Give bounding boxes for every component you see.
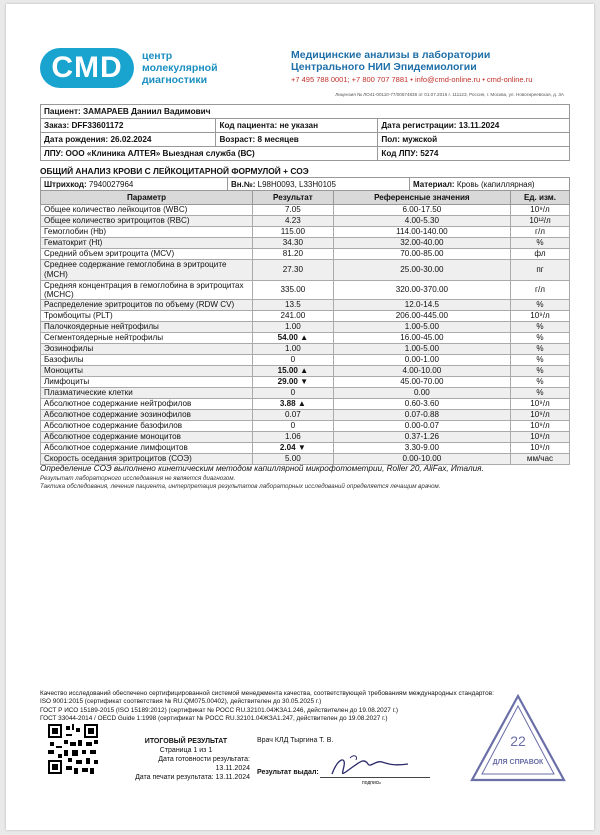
- material-cell: Материал: Кровь (капиллярная): [410, 178, 570, 191]
- param-cell: Моноциты: [41, 366, 253, 377]
- reference-cell: 32.00-40.00: [333, 238, 510, 249]
- lab-contacts: +7 495 788 0001; +7 800 707 7881 • info@cmd-online.ru • cmd-online.ru: [291, 75, 533, 84]
- table-row: [41, 227, 570, 238]
- lab-title-line: Центрального НИИ Эпидемиологии: [291, 61, 477, 73]
- reference-cell: 114.00-140.00: [333, 227, 510, 238]
- reference-cell: 0.00-1.00: [333, 355, 510, 366]
- doctor-name: Врач КЛД Тыргина Т. В.: [257, 737, 334, 744]
- param-cell: Абсолютное содержание моноцитов: [41, 432, 253, 443]
- table-row: [41, 216, 570, 227]
- col-header-parameter: Параметр: [41, 191, 253, 205]
- result-cell: 3.88 ▲: [253, 399, 334, 410]
- quality-line: ГОСТ 33044-2014 / OECD Guide 1:1998 (сертификат № РОСС RU.32101.04ЖЗА1.247, действителен до 19.08.2027 г.): [40, 714, 388, 722]
- method-note: Определение СОЭ выполнено кинетическим методом капиллярной микрофотометрии, Roller 20, AliFax, Италия.: [40, 464, 484, 473]
- lab-title-line: Медицинские анализы в лаборатории: [291, 49, 491, 61]
- quality-line: ISO 9001:2015 (сертификат соответствия № RU.QM075.00402), действителен до 30.05.2025 г.): [40, 698, 322, 706]
- table-row: [41, 454, 570, 465]
- result-cell: 1.06: [253, 432, 334, 443]
- unit-cell: %: [511, 344, 570, 355]
- print-date: Дата печати результата: 13.11.2024: [135, 774, 250, 781]
- table-row: [41, 205, 570, 216]
- signature-icon: [324, 752, 414, 780]
- vn-cell: Вн.№: L98H0093, L33H0105: [228, 178, 410, 191]
- age-cell: Возраст: 8 месяцев: [216, 133, 378, 147]
- table-row: [41, 399, 570, 410]
- unit-cell: %: [511, 366, 570, 377]
- reference-cell: 320.00-370.00: [333, 281, 510, 300]
- table-row: [41, 311, 570, 322]
- param-cell: Тромбоциты (PLT): [41, 311, 253, 322]
- logo-line: молекулярной: [142, 62, 218, 74]
- result-cell: 335.00: [253, 281, 334, 300]
- result-cell: 34.30: [253, 238, 334, 249]
- table-row: [41, 421, 570, 432]
- table-row: [41, 432, 570, 443]
- tactics-note: Тактика обследования, лечения пациента, интерпретация результатов лабораторных исследований определяется лечащим врачом.: [40, 483, 441, 490]
- table-row: [41, 333, 570, 344]
- analysis-title: ОБЩИЙ АНАЛИЗ КРОВИ С ЛЕЙКОЦИТАРНОЙ ФОРМУЛОЙ + СОЭ: [40, 166, 309, 176]
- signature-caption: подпись: [362, 780, 381, 786]
- table-row: [41, 443, 570, 454]
- unit-cell: 10⁹/л: [511, 205, 570, 216]
- result-date: Дата готовности результата: 13.11.2024: [158, 756, 250, 772]
- result-cell: 7.05: [253, 205, 334, 216]
- reference-cell: 1.00-5.00: [333, 344, 510, 355]
- col-header-unit: Ед. изм.: [511, 191, 570, 205]
- lab-stamp-icon: [468, 692, 568, 784]
- reference-cell: 3.30-9.00: [333, 443, 510, 454]
- result-cell: 15.00 ▲: [253, 366, 334, 377]
- footer-info: [122, 737, 250, 782]
- result-cell: 4.23: [253, 216, 334, 227]
- unit-cell: г/л: [511, 281, 570, 300]
- unit-cell: мм/час: [511, 454, 570, 465]
- param-cell: Абсолютное содержание нейтрофилов: [41, 399, 253, 410]
- unit-cell: %: [511, 377, 570, 388]
- signature-line: [320, 777, 430, 778]
- param-cell: Среднее содержание гемоглобина в эритроците (MCH): [41, 260, 253, 281]
- unit-cell: г/л: [511, 227, 570, 238]
- reference-cell: 0.60-3.60: [333, 399, 510, 410]
- result-cell: 5.00: [253, 454, 334, 465]
- result-cell: 1.00: [253, 322, 334, 333]
- reference-cell: 16.00-45.00: [333, 333, 510, 344]
- table-row: [41, 238, 570, 249]
- result-cell: 1.00: [253, 344, 334, 355]
- issued-by-label: Результат выдал:: [257, 769, 319, 776]
- diagnosis-note: Результат лабораторного исследования не является диагнозом.: [40, 475, 236, 482]
- reference-cell: 0.07-0.88: [333, 410, 510, 421]
- table-row: [41, 300, 570, 311]
- reference-cell: 45.00-70.00: [333, 377, 510, 388]
- reg-date-cell: Дата регистрации: 13.11.2024: [378, 119, 570, 133]
- reference-cell: 0.00-0.07: [333, 421, 510, 432]
- param-cell: Распределение эритроцитов по объему (RDW CV): [41, 300, 253, 311]
- lab-title: [291, 49, 490, 73]
- reference-cell: 4.00-10.00: [333, 366, 510, 377]
- reference-cell: 6.00-17.50: [333, 205, 510, 216]
- patient-name-cell: Пациент: ЗАМАРАЕВ Даниил Вадимович: [41, 105, 570, 119]
- result-cell: 54.00 ▲: [253, 333, 334, 344]
- quality-line: ГОСТ Р ИСО 15189-2015 (ISO 15189:2012) (сертификат № РОСС RU.32101.04ЖЗА1.246, действителен до 19.08.2027 г.): [40, 706, 399, 714]
- unit-cell: %: [511, 322, 570, 333]
- table-row: [41, 410, 570, 421]
- unit-cell: 10⁹/л: [511, 311, 570, 322]
- result-cell: 241.00: [253, 311, 334, 322]
- table-row: [41, 388, 570, 399]
- quality-line: Качество исследований обеспечено сертифицированной системой менеджмента качества, соответствующей требованиям международных стандартов:: [40, 690, 494, 697]
- param-cell: Лимфоциты: [41, 377, 253, 388]
- param-cell: Гематокрит (Ht): [41, 238, 253, 249]
- table-row: [41, 249, 570, 260]
- col-header-result: Результат: [253, 191, 334, 205]
- unit-cell: %: [511, 333, 570, 344]
- unit-cell: %: [511, 238, 570, 249]
- barcode-cell: Штрихкод: 7940027964: [41, 178, 228, 191]
- param-cell: Сегментоядерные нейтрофилы: [41, 333, 253, 344]
- patient-code-cell: Код пациента: не указан: [216, 119, 378, 133]
- unit-cell: 10⁹/л: [511, 410, 570, 421]
- unit-cell: 10¹²/л: [511, 216, 570, 227]
- unit-cell: %: [511, 388, 570, 399]
- final-result-label: ИТОГОВЫЙ РЕЗУЛЬТАТ: [144, 738, 228, 745]
- order-cell: Заказ: DFF33601172: [41, 119, 216, 133]
- result-cell: 0: [253, 388, 334, 399]
- table-row: [41, 355, 570, 366]
- license-line: Лицензия № ЛО41-00110-77/00574836 от 01.07.2016 г. 111123, Россия, г. Москва, ул. Новогиреевская, д. 3А: [335, 92, 564, 97]
- result-cell: 115.00: [253, 227, 334, 238]
- stamp-text: ДЛЯ СПРАВОК: [492, 759, 544, 766]
- table-row: [41, 344, 570, 355]
- param-cell: Палочкоядерные нейтрофилы: [41, 322, 253, 333]
- logo-line: центр: [142, 50, 173, 62]
- reference-cell: 206.00-445.00: [333, 311, 510, 322]
- reference-cell: 0.00: [333, 388, 510, 399]
- logo-caption: [142, 50, 218, 86]
- result-cell: 0: [253, 421, 334, 432]
- reference-cell: 1.00-5.00: [333, 322, 510, 333]
- sample-info-table: [40, 177, 570, 191]
- unit-cell: фл: [511, 249, 570, 260]
- param-cell: Общее количество эритроцитов (RBC): [41, 216, 253, 227]
- results-table: [40, 190, 570, 465]
- col-header-reference: Референсные значения: [333, 191, 510, 205]
- param-cell: Абсолютное содержание базофилов: [41, 421, 253, 432]
- page-number: Страница 1 из 1: [159, 747, 213, 754]
- lpu-cell: ЛПУ: ООО «Клиника АЛТЕЯ» Выездная служба (ВС): [41, 147, 378, 161]
- reference-cell: 0.37-1.26: [333, 432, 510, 443]
- param-cell: Скорость оседания эритроцитов (СОЭ): [41, 454, 253, 465]
- patient-info-table: [40, 104, 570, 161]
- reference-cell: 25.00-30.00: [333, 260, 510, 281]
- unit-cell: 10⁹/л: [511, 432, 570, 443]
- param-cell: Средний объем эритроцита (MCV): [41, 249, 253, 260]
- sex-cell: Пол: мужской: [378, 133, 570, 147]
- reference-cell: 70.00-85.00: [333, 249, 510, 260]
- param-cell: Абсолютное содержание лимфоцитов: [41, 443, 253, 454]
- unit-cell: %: [511, 300, 570, 311]
- stamp-number: 22: [510, 733, 526, 749]
- unit-cell: 10⁹/л: [511, 443, 570, 454]
- cmd-logo: CMD: [40, 48, 134, 88]
- result-cell: 0: [253, 355, 334, 366]
- result-cell: 27.30: [253, 260, 334, 281]
- reference-cell: 4.00-5.30: [333, 216, 510, 227]
- unit-cell: 10⁹/л: [511, 421, 570, 432]
- result-cell: 13.5: [253, 300, 334, 311]
- report-sheet: [6, 4, 594, 830]
- result-cell: 81.20: [253, 249, 334, 260]
- table-row: [41, 260, 570, 281]
- param-cell: Абсолютное содержание эозинофилов: [41, 410, 253, 421]
- lpu-code-cell: Код ЛПУ: 5274: [378, 147, 570, 161]
- result-cell: 2.04 ▼: [253, 443, 334, 454]
- table-row: [41, 281, 570, 300]
- param-cell: Средняя концентрация в гемоглобина в эритроцитах (MCHC): [41, 281, 253, 300]
- table-row: [41, 366, 570, 377]
- table-row: [41, 377, 570, 388]
- param-cell: Эозинофилы: [41, 344, 253, 355]
- table-row: [41, 322, 570, 333]
- param-cell: Плазматические клетки: [41, 388, 253, 399]
- param-cell: Общее количество лейкоцитов (WBC): [41, 205, 253, 216]
- qr-code-icon: [48, 724, 98, 774]
- result-cell: 29.00 ▼: [253, 377, 334, 388]
- unit-cell: %: [511, 355, 570, 366]
- reference-cell: 0.00-10.00: [333, 454, 510, 465]
- unit-cell: пг: [511, 260, 570, 281]
- birth-date-cell: Дата рождения: 26.02.2024: [41, 133, 216, 147]
- logo-line: диагностики: [142, 74, 208, 86]
- param-cell: Базофилы: [41, 355, 253, 366]
- param-cell: Гемоглобин (Hb): [41, 227, 253, 238]
- unit-cell: 10⁹/л: [511, 399, 570, 410]
- result-cell: 0.07: [253, 410, 334, 421]
- reference-cell: 12.0-14.5: [333, 300, 510, 311]
